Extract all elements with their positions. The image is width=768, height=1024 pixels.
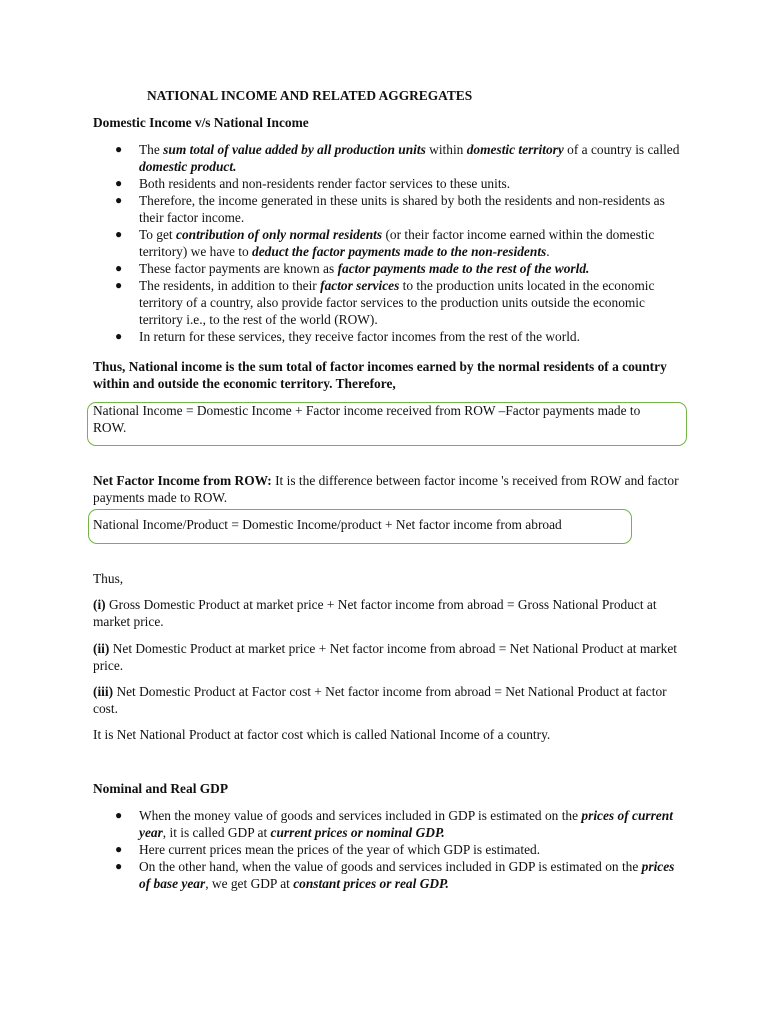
product-formula: National Income/Product = Domestic Income/product + Net factor income from abroad — [93, 517, 562, 532]
thus-label: Thus, — [93, 571, 124, 586]
bullet-icon: ● — [115, 329, 123, 343]
equation-item-iii: (iii) Net Domestic Product at Factor cost + Net factor income from abroad = Net National Product at factor cost. — [93, 684, 667, 716]
list-item: ● These factor payments are known as factor payments made to the rest of the world. — [115, 261, 590, 276]
national-income-formula: National Income = Domestic Income + Factor income received from ROW –Factor payments made to ROW. — [93, 403, 641, 435]
national-income-conclusion: It is Net National Product at factor cost which is called National Income of a country. — [93, 727, 551, 742]
list-item: ● To get contribution of only normal residents (or their factor income earned within the domestic territory) we have to deduct the factor payments made to the non-residents. — [115, 227, 655, 259]
bullet-icon: ● — [115, 261, 123, 275]
equation-item-i: (i) Gross Domestic Product at market price + Net factor income from abroad = Gross National Product at market price. — [93, 597, 657, 629]
bullet-icon: ● — [115, 278, 123, 292]
bullet-icon: ● — [115, 842, 123, 856]
document-title: NATIONAL INCOME AND RELATED AGGREGATES — [147, 88, 473, 103]
bullet-list-nominal-real-gdp — [93, 807, 683, 892]
equation-item-ii: (ii) Net Domestic Product at market price + Net factor income from abroad = Net National Product at market price. — [93, 641, 678, 673]
list-item: ● On the other hand, when the value of goods and services included in GDP is estimated on the prices of base year, we get GDP at constant prices or real GDP. — [115, 859, 675, 891]
bullet-icon: ● — [115, 227, 123, 241]
national-income-summary: Thus, National income is the sum total of factor incomes earned by the normal residents of a country within and outside the economic territory. Therefore, — [93, 359, 667, 391]
list-item: ● Therefore, the income generated in these units is shared by both the residents and non-residents as their factor income. — [115, 193, 665, 225]
section-heading-nominal-real-gdp: Nominal and Real GDP — [93, 781, 229, 796]
bullet-icon: ● — [115, 193, 123, 207]
bullet-icon: ● — [115, 859, 123, 873]
list-item: ● When the money value of goods and services included in GDP is estimated on the prices of current year, it is called GDP at current prices or nominal GDP. — [115, 808, 673, 840]
net-factor-income-definition: Net Factor Income from ROW: It is the difference between factor income 's received from ROW and factor payments made to ROW. — [93, 473, 679, 505]
list-item: ● The sum total of value added by all production units within domestic territory of a country is called domestic product. — [115, 142, 680, 174]
list-item: ● The residents, in addition to their factor services to the production units located in the economic territory of a country, also provide factor services to the production units outside the economic territory i.e., to the rest of the world (ROW). — [115, 278, 655, 327]
section-heading-domestic-vs-national: Domestic Income v/s National Income — [93, 115, 309, 130]
bullet-list-domestic-income — [93, 141, 683, 345]
bullet-icon: ● — [115, 176, 123, 190]
bullet-icon: ● — [115, 808, 123, 822]
list-item: ● Here current prices mean the prices of the year of which GDP is estimated. — [115, 842, 541, 857]
bullet-icon: ● — [115, 142, 123, 156]
list-item: ● Both residents and non-residents render factor services to these units. — [115, 176, 511, 191]
list-item: ● In return for these services, they receive factor incomes from the rest of the world. — [115, 329, 580, 344]
